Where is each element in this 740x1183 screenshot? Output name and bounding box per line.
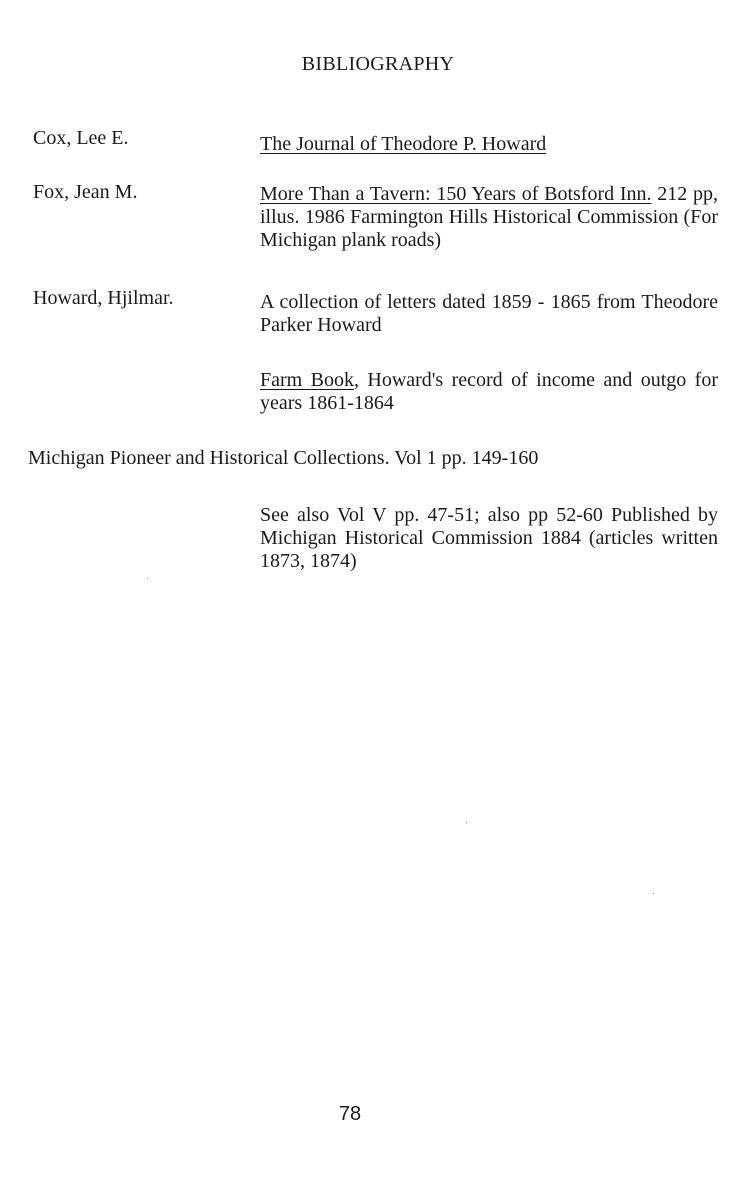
book-title-journal: The Journal of Theodore P. Howard	[260, 133, 547, 155]
entry-text-howard-letters: A collection of letters dated 1859 - 1865 from Theodore Parker Howard	[260, 291, 718, 336]
scan-speck	[653, 893, 654, 894]
entry-text-cox	[260, 133, 718, 156]
entry-author-howard: Howard, Hjilmar.	[33, 287, 174, 309]
book-details-tavern: 212 pp, illus. 1986 Farmington Hills Historical Commission (For Michigan plank roads)	[260, 183, 719, 251]
page-number: 78	[338, 1103, 362, 1125]
scan-speck	[147, 578, 148, 579]
collections-note: See also Vol V pp. 47-51; also pp 52-60 Published by Michigan Historical Commission 1884 (articles written 1873, 1874)	[260, 504, 718, 572]
book-title-tavern: More Than a Tavern: 150 Years of Botsford Inn.	[260, 183, 652, 205]
entry-author-cox: Cox, Lee E.	[33, 127, 129, 149]
entry-text-farm-book	[260, 369, 718, 415]
farm-book-description: , Howard's record of income and outgo for years 1861-1864	[260, 369, 718, 414]
entry-author-fox: Fox, Jean M.	[33, 181, 138, 203]
entry-text-fox	[260, 183, 718, 252]
collections-line: Michigan Pioneer and Historical Collections. Vol 1 pp. 149-160	[28, 447, 539, 469]
scan-speck	[466, 822, 467, 823]
book-title-farm-book: Farm Book	[260, 369, 354, 391]
page-title: BIBLIOGRAPHY	[301, 53, 455, 75]
